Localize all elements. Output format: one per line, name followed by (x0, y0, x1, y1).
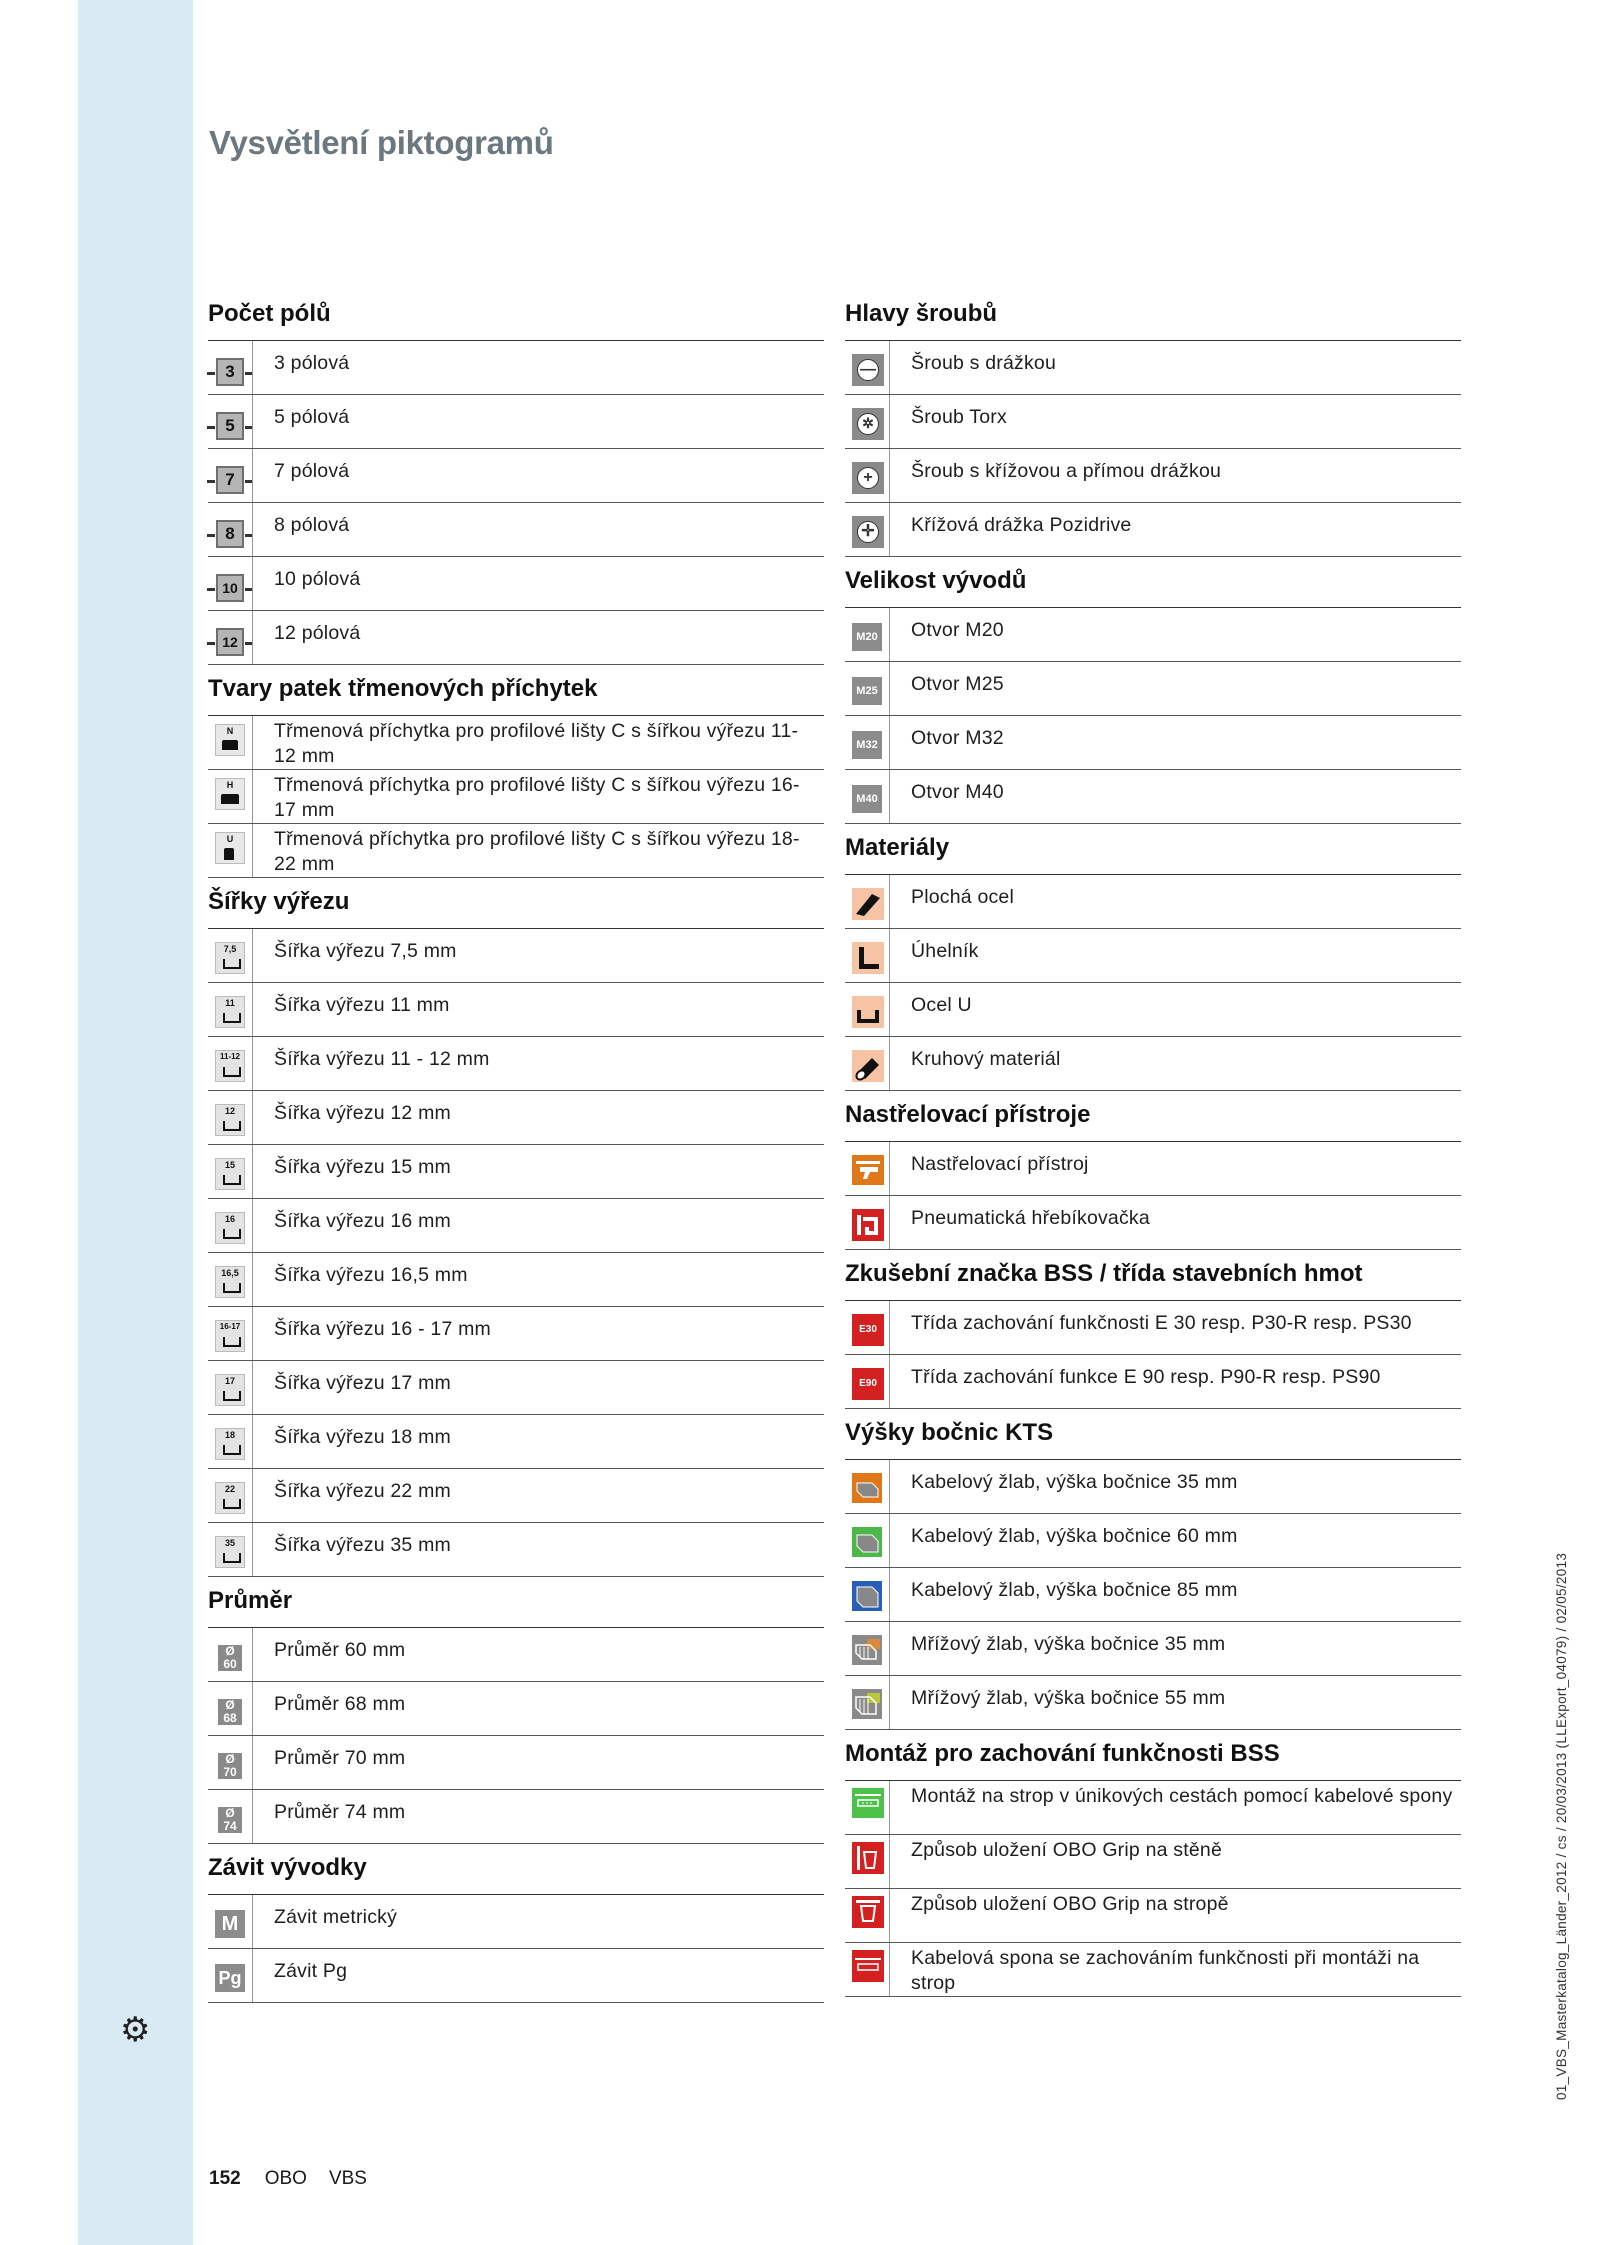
slot-width-icon: 17 (215, 1374, 245, 1406)
item-label: Třída zachování funkce E 90 resp. P90-R resp. PS90 (911, 1366, 1381, 1388)
clamp-icon: H (215, 778, 245, 810)
list-item (208, 395, 824, 449)
clamps-list (208, 716, 824, 878)
screws-list (845, 341, 1461, 557)
mesh-tray-35-icon (852, 1635, 882, 1665)
section-title-thread: Závit vývodky (208, 1844, 824, 1895)
slot-width-icon: 16-17 (215, 1320, 245, 1352)
list-item (208, 1199, 824, 1253)
item-label: Kabelová spona se zachováním funkčnosti při montáži na strop (911, 1947, 1420, 1994)
list-item (845, 1142, 1461, 1196)
clamp-icon: N (215, 724, 245, 756)
section-title-outlets: Velikost vývodů (845, 557, 1461, 608)
diameter-icon: Ø 68 (218, 1699, 242, 1725)
diameter-icon: Ø 74 (218, 1807, 242, 1833)
list-item (845, 449, 1461, 503)
list-item (208, 503, 824, 557)
list-item (845, 662, 1461, 716)
item-label: Kruhový materiál (911, 1048, 1061, 1070)
list-item (845, 1568, 1461, 1622)
item-label: Způsob uložení OBO Grip na stěně (911, 1839, 1222, 1861)
item-label: Otvor M20 (911, 619, 1004, 641)
item-label: Mřížový žlab, výška bočnice 55 mm (911, 1687, 1226, 1709)
pozidrive-screw-icon: ✛ (852, 516, 884, 548)
item-label: Způsob uložení OBO Grip na stropě (911, 1893, 1229, 1915)
pole-icon: 12 (216, 628, 244, 656)
slot-width-icon: 16 (215, 1212, 245, 1244)
cable-tray-60-icon (852, 1527, 882, 1557)
page-number: 152 (209, 2168, 241, 2189)
u-steel-icon (852, 996, 884, 1028)
list-item (208, 1736, 824, 1790)
mounting-list (845, 1781, 1461, 1997)
poles-list (208, 341, 824, 665)
slotted-screw-icon: — (852, 354, 884, 386)
outlet-size-icon: M20 (852, 623, 882, 651)
slot-width-icon: 11-12 (215, 1050, 245, 1082)
item-label: Mřížový žlab, výška bočnice 35 mm (911, 1633, 1226, 1655)
list-item (845, 395, 1461, 449)
item-label: Závit Pg (274, 1960, 348, 1982)
item-label: Šroub s drážkou (911, 352, 1056, 374)
list-item (845, 1301, 1461, 1355)
list-item (208, 716, 824, 770)
mesh-tray-55-icon (852, 1689, 882, 1719)
item-label: Šířka výřezu 18 mm (274, 1426, 451, 1448)
item-label: Šířka výřezu 11 mm (274, 994, 450, 1016)
list-item (208, 1145, 824, 1199)
e30-badge-icon: E30 (852, 1314, 884, 1346)
section-title-clamps: Tvary patek třmenových příchytek (208, 665, 824, 716)
outlets-list (845, 608, 1461, 824)
item-label: 3 pólová (274, 352, 350, 374)
list-item (845, 1355, 1461, 1409)
item-label: Průměr 60 mm (274, 1639, 406, 1661)
list-item (208, 449, 824, 503)
item-label: 12 pólová (274, 622, 361, 644)
list-item (845, 983, 1461, 1037)
combi-screw-icon: + (852, 462, 884, 494)
list-item (845, 1196, 1461, 1250)
item-label: Šířka výřezu 16 mm (274, 1210, 451, 1232)
footer-brand: OBO (264, 2168, 307, 2189)
section-title-screws: Hlavy šroubů (845, 290, 1461, 341)
list-item (845, 1037, 1461, 1091)
section-title-kts: Výšky bočnic KTS (845, 1409, 1461, 1460)
item-label: 10 pólová (274, 568, 361, 590)
item-label: Ocel U (911, 994, 972, 1016)
item-label: Šířka výřezu 17 mm (274, 1372, 451, 1394)
side-color-bar (78, 0, 193, 2245)
ceiling-clip-icon (852, 1788, 884, 1818)
left-column (208, 290, 824, 2003)
list-item (208, 929, 824, 983)
list-item (208, 1307, 824, 1361)
slot-width-icon: 16,5 (215, 1266, 245, 1298)
item-label: Šroub s křížovou a přímou drážkou (911, 460, 1222, 482)
list-item (208, 1361, 824, 1415)
clamp-icon: U (215, 832, 245, 864)
page-title: Vysvětlení piktogramů (209, 124, 554, 161)
item-label: Průměr 68 mm (274, 1693, 406, 1715)
list-item (845, 503, 1461, 557)
item-label: Třmenová příchytka pro profilové lišty C s šířkou výřezu 16-17 mm (274, 774, 800, 821)
item-label: Průměr 70 mm (274, 1747, 406, 1769)
slot-width-icon: 35 (215, 1536, 245, 1568)
list-item (208, 983, 824, 1037)
list-item (208, 1523, 824, 1577)
slot-width-icon: 15 (215, 1158, 245, 1190)
nail-gun-icon (852, 1155, 884, 1185)
list-item (208, 1790, 824, 1844)
section-title-mounting: Montáž pro zachování funkčnosti BSS (845, 1730, 1461, 1781)
list-item (845, 716, 1461, 770)
item-label: Šířka výřezu 35 mm (274, 1534, 451, 1556)
list-item (208, 824, 824, 878)
grip-wall-icon (852, 1842, 884, 1874)
item-label: Šířka výřezu 7,5 mm (274, 940, 457, 962)
footer (209, 2168, 389, 2190)
item-label: Nastřelovací přístroj (911, 1153, 1089, 1175)
item-label: Kabelový žlab, výška bočnice 60 mm (911, 1525, 1238, 1547)
section-title-bss: Zkušební značka BSS / třída stavebních hmot (845, 1250, 1461, 1301)
item-label: Šířka výřezu 11 - 12 mm (274, 1048, 490, 1070)
slot-width-icon: 18 (215, 1428, 245, 1460)
angle-steel-icon (852, 942, 884, 974)
item-label: 5 pólová (274, 406, 350, 428)
thread-pg-icon: Pg (215, 1964, 245, 1992)
slot-width-icon: 12 (215, 1104, 245, 1136)
item-label: Úhelník (911, 940, 979, 962)
pole-icon: 7 (216, 466, 244, 494)
list-item (208, 341, 824, 395)
thread-list (208, 1895, 824, 2003)
item-label: Montáž na strop v únikových cestách pomocí kabelové spony (911, 1785, 1453, 1807)
item-label: 8 pólová (274, 514, 350, 536)
list-item (208, 611, 824, 665)
diameter-list (208, 1628, 824, 1844)
list-item (845, 1781, 1461, 1835)
list-item (208, 557, 824, 611)
list-item (208, 1253, 824, 1307)
item-label: Křížová drážka Pozidrive (911, 514, 1132, 536)
list-item (208, 1037, 824, 1091)
section-title-diameter: Průměr (208, 1577, 824, 1628)
item-label: Třmenová příchytka pro profilové lišty C s šířkou výřezu 18-22 mm (274, 828, 800, 875)
outlet-size-icon: M32 (852, 731, 882, 759)
item-label: Otvor M32 (911, 727, 1004, 749)
bss-list (845, 1301, 1461, 1409)
list-item (208, 1628, 824, 1682)
item-label: Otvor M40 (911, 781, 1004, 803)
list-item (845, 1889, 1461, 1943)
slot-width-icon: 11 (215, 996, 245, 1028)
item-label: Otvor M25 (911, 673, 1004, 695)
side-print-info: 01_VBS_Masterkatalog_Länder_2012 / cs / 20/03/2013 (LLExport_04079) / 02/05/2013 (1554, 1552, 1569, 2100)
list-item (208, 1682, 824, 1736)
list-item (845, 1622, 1461, 1676)
pole-icon: 10 (216, 574, 244, 602)
cable-tray-85-icon (852, 1581, 882, 1611)
item-label: 7 pólová (274, 460, 350, 482)
list-item (208, 1895, 824, 1949)
diameter-icon: Ø 70 (218, 1753, 242, 1779)
list-item (845, 1943, 1461, 1997)
ceiling-clamp-icon (852, 1950, 884, 1982)
list-item (845, 875, 1461, 929)
item-label: Šířka výřezu 16 - 17 mm (274, 1318, 491, 1340)
round-material-icon (852, 1050, 884, 1082)
list-item (845, 770, 1461, 824)
list-item (208, 1949, 824, 2003)
torx-screw-icon: ✲ (852, 408, 884, 440)
section-title-materials: Materiály (845, 824, 1461, 875)
section-title-tools: Nastřelovací přístroje (845, 1091, 1461, 1142)
item-label: Kabelový žlab, výška bočnice 85 mm (911, 1579, 1238, 1601)
kts-list (845, 1460, 1461, 1730)
item-label: Šířka výřezu 16,5 mm (274, 1264, 468, 1286)
cable-tray-35-icon (852, 1473, 882, 1503)
pneumatic-nailer-icon (852, 1209, 884, 1241)
outlet-size-icon: M40 (852, 785, 882, 813)
list-item (845, 1835, 1461, 1889)
tools-list (845, 1142, 1461, 1250)
item-label: Třmenová příchytka pro profilové lišty C s šířkou výřezu 11-12 mm (274, 720, 799, 767)
item-label: Šroub Torx (911, 406, 1007, 428)
list-item (208, 1091, 824, 1145)
diameter-icon: Ø 60 (218, 1645, 242, 1671)
outlet-size-icon: M25 (852, 677, 882, 705)
list-item (208, 1469, 824, 1523)
e90-badge-icon: E90 (852, 1368, 884, 1400)
item-label: Plochá ocel (911, 886, 1015, 908)
list-item (845, 341, 1461, 395)
item-label: Průměr 74 mm (274, 1801, 406, 1823)
item-label: Šířka výřezu 22 mm (274, 1480, 451, 1502)
item-label: Třída zachování funkčnosti E 30 resp. P30-R resp. PS30 (911, 1312, 1412, 1334)
item-label: Šířka výřezu 12 mm (274, 1102, 451, 1124)
slot-width-icon: 7,5 (215, 942, 245, 974)
item-label: Pneumatická hřebíkovačka (911, 1207, 1150, 1229)
pole-icon: 8 (216, 520, 244, 548)
list-item (845, 1676, 1461, 1730)
pole-icon: 3 (216, 358, 244, 386)
list-item (208, 770, 824, 824)
footer-section: VBS (328, 2168, 367, 2189)
right-column (845, 290, 1461, 1997)
grip-ceiling-icon (852, 1896, 884, 1928)
section-title-widths: Šířky výřezu (208, 878, 824, 929)
thread-metric-icon: M (215, 1910, 245, 1938)
item-label: Šířka výřezu 15 mm (274, 1156, 451, 1178)
widths-list (208, 929, 824, 1577)
item-label: Kabelový žlab, výška bočnice 35 mm (911, 1471, 1238, 1493)
flat-steel-icon (852, 888, 884, 920)
list-item (208, 1415, 824, 1469)
list-item (845, 1514, 1461, 1568)
gear-icon: ⚙ (120, 2011, 151, 2049)
item-label: Závit metrický (274, 1906, 398, 1928)
pole-icon: 5 (216, 412, 244, 440)
slot-width-icon: 22 (215, 1482, 245, 1514)
section-title-poles: Počet pólů (208, 290, 824, 341)
list-item (845, 608, 1461, 662)
list-item (845, 1460, 1461, 1514)
list-item (845, 929, 1461, 983)
materials-list (845, 875, 1461, 1091)
